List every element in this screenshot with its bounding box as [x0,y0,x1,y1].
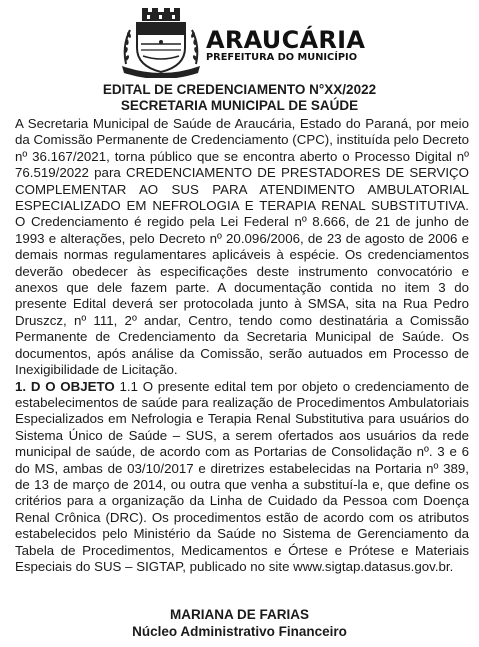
document-subtitle: SECRETARIA MUNICIPAL DE SAÚDE [120,98,359,113]
header [120,6,380,78]
municipal-seal-logo [120,6,202,78]
signer-role: Núcleo Administrativo Financeiro [132,624,347,639]
section-text: 1.1 O presente edital tem por objeto o credenciamento de estabelecimentos de saúde para realização de Procedimentos Ambulatoriais Especializados em Nefrologia e Terapia Renal Substitutiva para usuários do Sistema Único de Saúde – SUS, a serem ofertados aos usuários da rede municipal de saúde, de acordo com as Portarias de Consolidação nº. 3 e 6 do MS, ambas de 03/10/2017 e diretrizes estabelecidas na Portaria nº 389, de 13 de março de 2014, ou outra que venha a substituí-la e, que define os critérios para a organização da Linha de Cuidado da Pessoa com Doença Renal Crônica (DRC). Os procedimentos estão de acordo com os atributos estabelecidos pelo Ministério da Saúde no Sistema de Gerenciamento da Tabela de Procedimentos, Medicamentos e Órtese e Prótese e Materiais Especiais do SUS – SIGTAP, publicado no site www.sigtap.datasus.gov.br. [15,378,469,574]
brand-subtitle: PREFEITURA DO MUNICÍPIO [206,52,358,63]
document-title-block [0,82,479,114]
section-title: 1. D O OBJETO [15,378,115,394]
document-title: EDITAL DE CREDENCIAMENTO N°XX/2022 [102,82,377,97]
signer-name: MARIANA DE FARIAS [169,607,309,622]
brand [206,28,365,64]
document-body [15,116,469,575]
intro-paragraph: A Secretaria Municipal de Saúde de Araucária, Estado do Paraná, por meio da Comissão Permanente de Credenciamento (CPC), instituída pelo Decreto nº 36.167/2021, torna público que se encontra aberto o Processo Digital nº 76.519/2022 para CREDENCIAMENTO DE PRESTADORES DE SERVIÇO COMPLEMENTAR AO SUS PARA ATENDIMENTO AMBULATORIAL ESPECIALIZADO EM NEFROLOGIA E TERAPIA RENAL SUBSTITUTIVA. O Credenciamento é regido pela Lei Federal nº 8.666, de 21 de junho de 1993 e alterações, pelo Decreto nº 20.096/2006, de 23 de agosto de 2006 e demais normas regulamentares aplicáveis à espécie. Os credenciamentos deverão obedecer às especificações deste instrumento convocatório e anexos que dele fazem parte. A documentação contida no item 3 do presente Edital deverá ser protocolada junto à SMSA, sita na Rua Pedro Druszcz, nº 111, 2º andar, Centro, tendo como destinatária a Comissão Permanente de Credenciamento da Secretaria Municipal de Saúde. Os documentos, após análise da Comissão, serão autuados em Processo de Inexigibilidade de Licitação. [15,116,469,378]
section-paragraph [15,379,469,576]
brand-name: ARAUCÁRIA [206,26,366,54]
signature-block [0,606,479,640]
